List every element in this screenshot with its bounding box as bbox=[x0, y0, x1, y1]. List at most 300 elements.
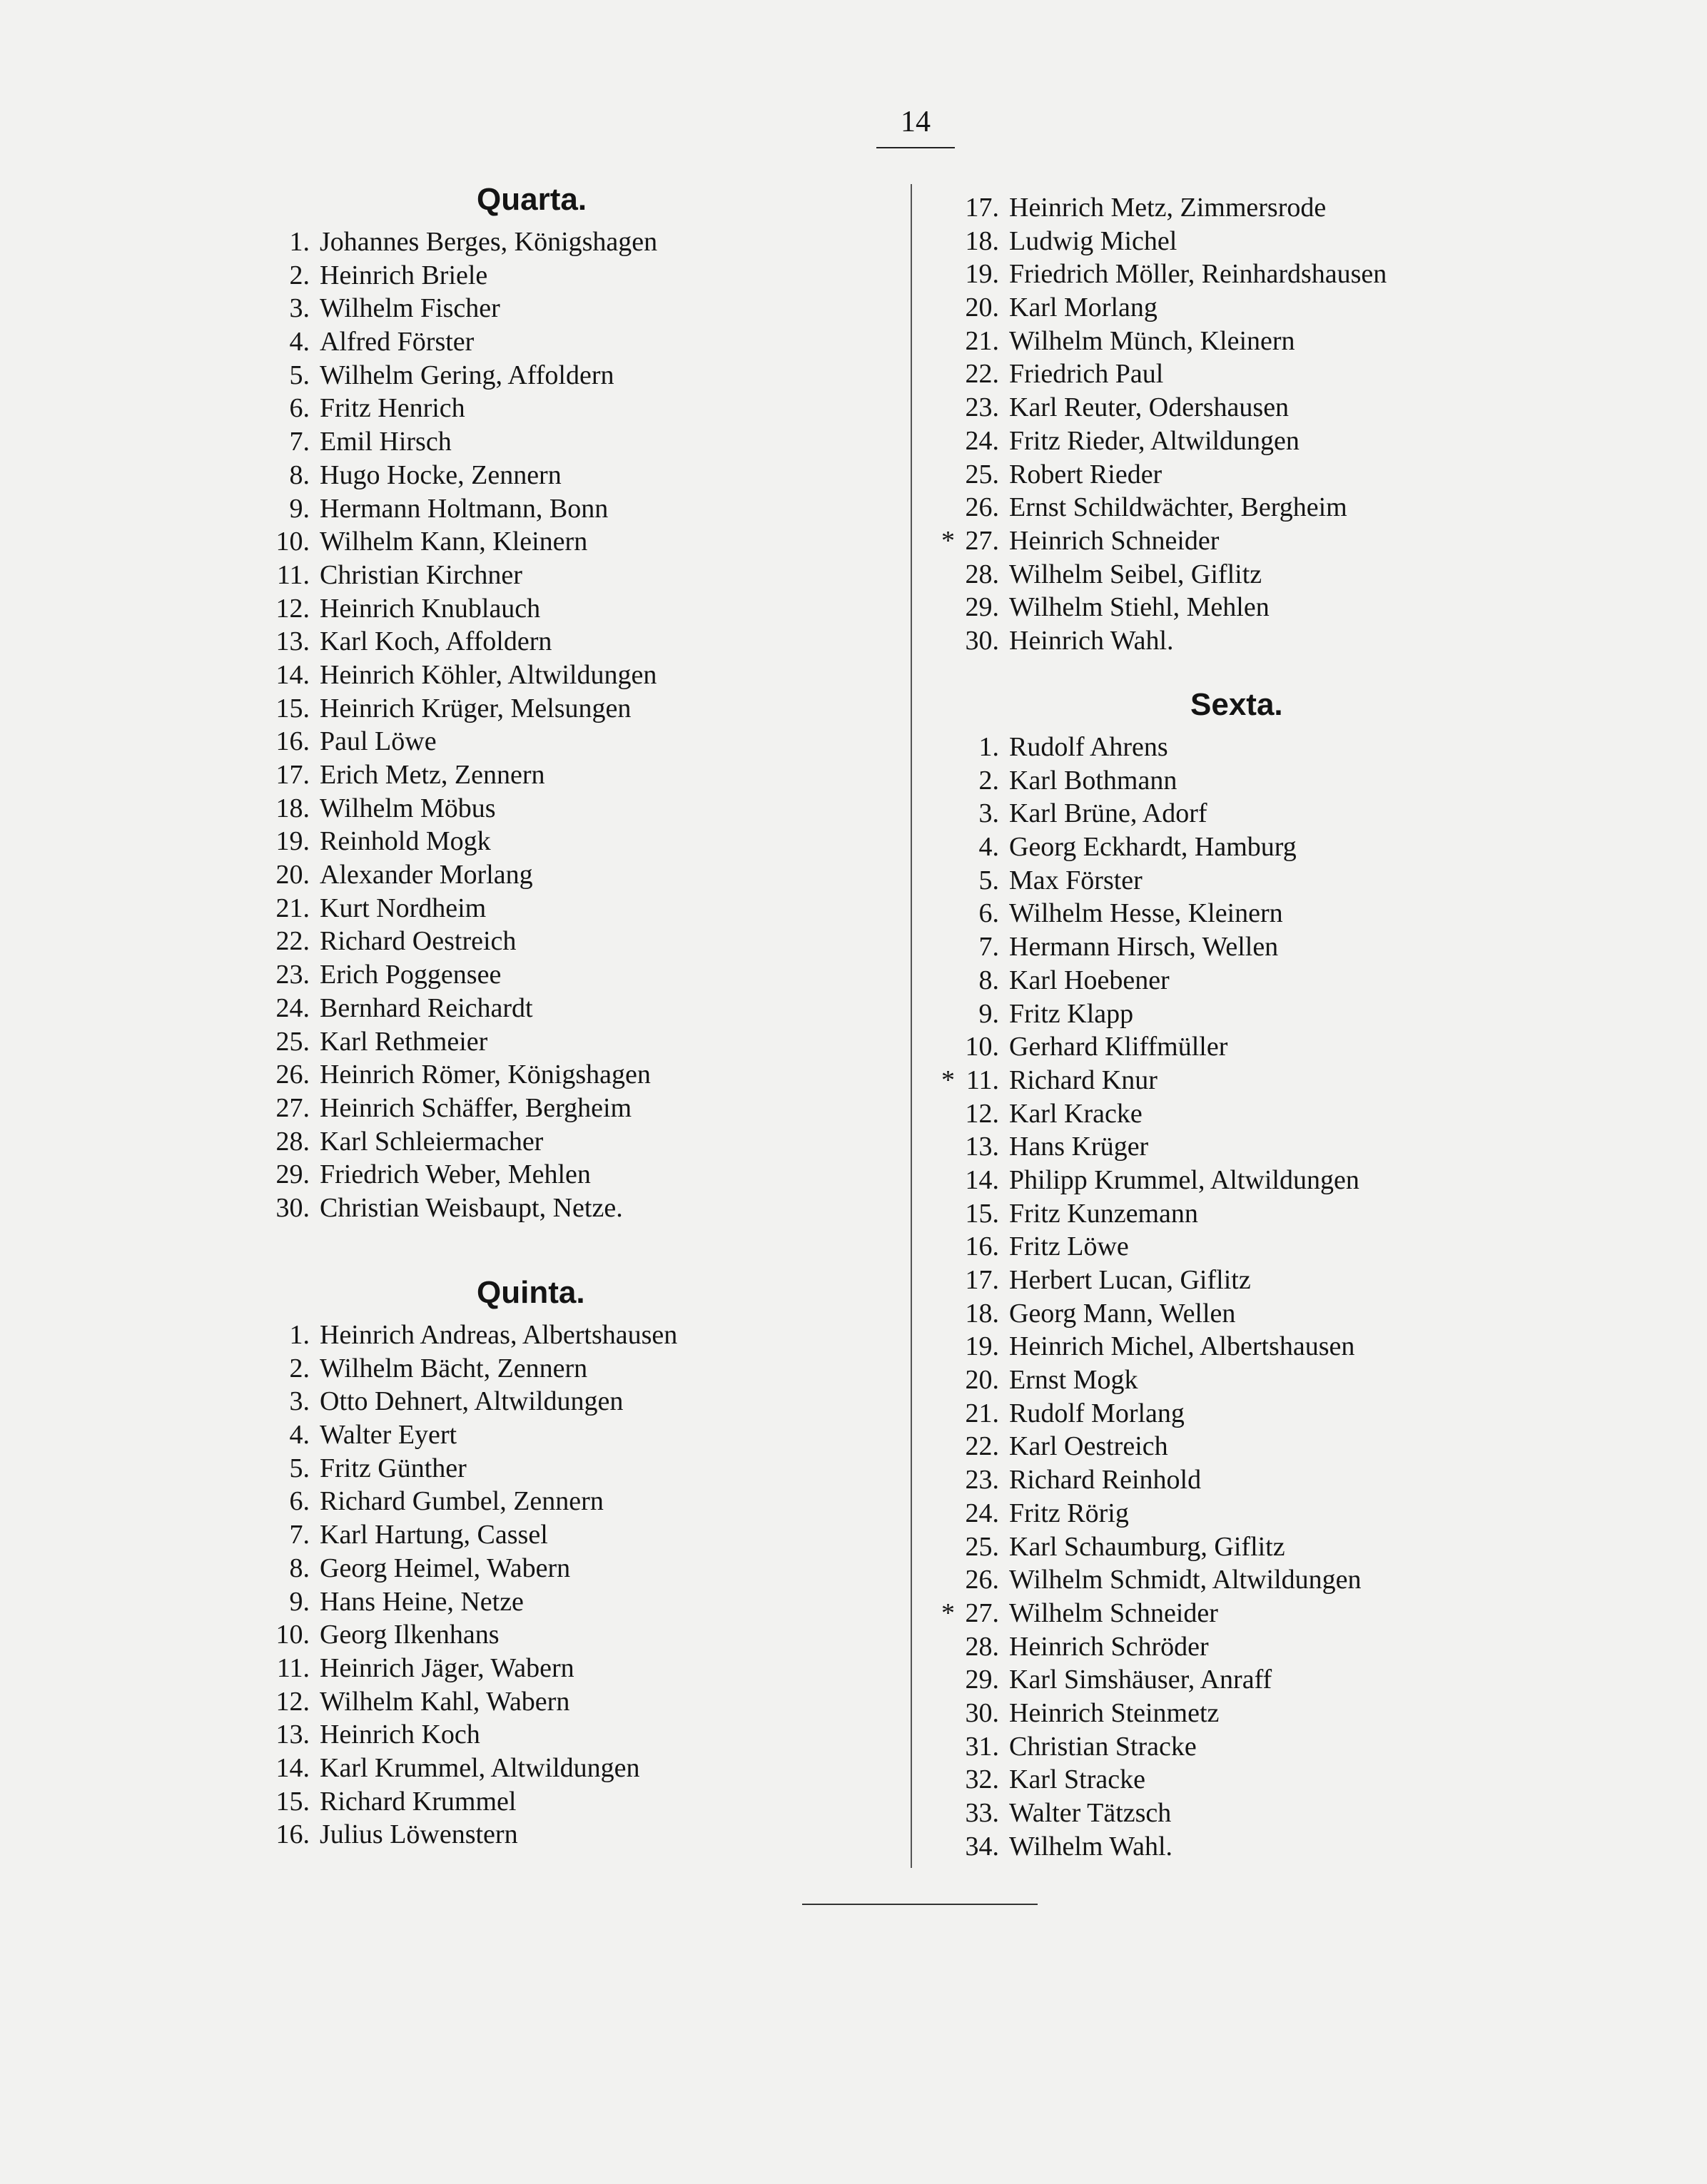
quinta-list-part-1 bbox=[250, 1319, 778, 1852]
entry-number: 12. bbox=[275, 1686, 310, 1717]
list-item bbox=[939, 1563, 1696, 1597]
list-item bbox=[939, 964, 1696, 997]
entry-name: Alexander Morlang bbox=[320, 860, 533, 890]
entry-name: Georg Mann, Wellen bbox=[1009, 1298, 1236, 1329]
list-item bbox=[939, 1230, 1696, 1264]
entry-name: Karl Oestreich bbox=[1009, 1431, 1168, 1462]
entry-number: 29. bbox=[965, 592, 999, 623]
list-item bbox=[250, 359, 778, 392]
entry-name: Friedrich Möller, Reinhardshausen bbox=[1009, 259, 1387, 290]
list-item bbox=[250, 592, 778, 626]
entry-number: 23. bbox=[965, 392, 999, 423]
entry-name: Heinrich Schröder bbox=[1009, 1631, 1209, 1662]
list-item bbox=[939, 1430, 1696, 1463]
list-item bbox=[250, 625, 778, 659]
entry-name: Heinrich Jäger, Wabern bbox=[320, 1652, 574, 1683]
list-item bbox=[250, 1752, 778, 1785]
entry-name: Heinrich Wahl. bbox=[1009, 625, 1174, 656]
entry-number: 4. bbox=[978, 832, 999, 863]
entry-name: Karl Bothmann bbox=[1009, 765, 1177, 796]
entry-number: 23. bbox=[965, 1465, 999, 1495]
entry-name: Fritz Rörig bbox=[1009, 1498, 1129, 1528]
list-item bbox=[939, 764, 1696, 798]
page-number-rule bbox=[876, 147, 955, 148]
list-item bbox=[250, 1518, 778, 1552]
page-number: 14 bbox=[901, 106, 931, 138]
list-item bbox=[939, 1730, 1696, 1764]
entry-number: 9. bbox=[289, 493, 310, 524]
column-divider bbox=[911, 184, 912, 1868]
entry-number: 30. bbox=[275, 1192, 310, 1223]
list-item bbox=[250, 559, 778, 592]
entry-number: 25. bbox=[965, 1531, 999, 1562]
entry-number: 8. bbox=[289, 1553, 310, 1583]
list-item bbox=[250, 992, 778, 1025]
entry-name: Heinrich Michel, Albertshausen bbox=[1009, 1331, 1355, 1362]
entry-name: Fritz Kunzemann bbox=[1009, 1198, 1198, 1229]
list-item bbox=[250, 392, 778, 425]
entry-name: Fritz Löwe bbox=[1009, 1231, 1129, 1262]
list-item bbox=[939, 325, 1696, 358]
entry-name: Erich Metz, Zennern bbox=[320, 760, 545, 790]
entry-number: 23. bbox=[275, 960, 310, 990]
entry-name: Johannes Berges, Königshagen bbox=[320, 227, 658, 257]
entry-number: 33. bbox=[965, 1798, 999, 1828]
list-item bbox=[250, 459, 778, 492]
entry-number: 26. bbox=[965, 1565, 999, 1595]
entry-name: Walter Tätzsch bbox=[1009, 1798, 1172, 1828]
entry-number: 7. bbox=[289, 427, 310, 457]
entry-name: Fritz Klapp bbox=[1009, 998, 1134, 1029]
list-item bbox=[939, 1030, 1696, 1064]
entry-name: Heinrich Knublauch bbox=[320, 593, 541, 624]
list-item bbox=[939, 1597, 1696, 1630]
entry-number: 10. bbox=[275, 1620, 310, 1650]
list-item bbox=[250, 1785, 778, 1819]
list-item bbox=[250, 792, 778, 826]
entry-number: 17. bbox=[965, 1265, 999, 1295]
entry-number: 29. bbox=[965, 1665, 999, 1695]
entry-number: 20. bbox=[965, 1365, 999, 1396]
entry-name: Otto Dehnert, Altwildungen bbox=[320, 1386, 624, 1417]
list-item bbox=[250, 292, 778, 325]
entry-number: 17. bbox=[275, 760, 310, 790]
entry-name: Wilhelm Hesse, Kleinern bbox=[1009, 898, 1283, 929]
entry-number: 30. bbox=[965, 1697, 999, 1728]
entry-number: 12. bbox=[965, 1098, 999, 1129]
list-item bbox=[939, 1197, 1696, 1231]
entry-name: Heinrich Krüger, Melsungen bbox=[320, 693, 632, 723]
list-item bbox=[939, 1797, 1696, 1830]
list-item bbox=[939, 1064, 1696, 1097]
list-item bbox=[250, 1158, 778, 1192]
list-item bbox=[939, 831, 1696, 864]
entry-name: Heinrich Schneider bbox=[1009, 525, 1220, 556]
entry-number: 4. bbox=[289, 1420, 310, 1451]
entry-number: 14. bbox=[275, 1752, 310, 1783]
entry-name: Wilhelm Fischer bbox=[320, 293, 500, 324]
entry-number: 5. bbox=[289, 1453, 310, 1483]
entry-name: Reinhold Mogk bbox=[320, 826, 491, 857]
section-title-sexta: Sexta. bbox=[1190, 687, 1283, 722]
list-item bbox=[939, 1663, 1696, 1697]
entry-name: Karl Krummel, Altwildungen bbox=[320, 1752, 640, 1783]
list-item bbox=[250, 925, 778, 958]
list-item bbox=[939, 425, 1696, 458]
list-item bbox=[250, 259, 778, 293]
list-item bbox=[250, 1618, 778, 1652]
list-item bbox=[250, 725, 778, 758]
entry-name: Heinrich Briele bbox=[320, 260, 488, 290]
list-item bbox=[250, 1192, 778, 1225]
entry-number: 27. bbox=[965, 525, 999, 556]
entry-number: 15. bbox=[275, 1786, 310, 1817]
entry-number: 21. bbox=[275, 893, 310, 923]
entry-number: 24. bbox=[275, 992, 310, 1023]
entry-name: Richard Reinhold bbox=[1009, 1465, 1202, 1495]
entry-number: 6. bbox=[289, 1486, 310, 1517]
entry-number: 17. bbox=[965, 193, 999, 223]
entry-name: Georg Ilkenhans bbox=[320, 1620, 500, 1650]
entry-name: Georg Eckhardt, Hamburg bbox=[1009, 832, 1297, 863]
list-item bbox=[939, 864, 1696, 898]
entry-number: 18. bbox=[965, 1298, 999, 1329]
entry-number: 18. bbox=[965, 225, 999, 256]
entry-number: 2. bbox=[289, 260, 310, 290]
entry-name: Karl Morlang bbox=[1009, 293, 1158, 323]
section-sexta bbox=[939, 689, 1696, 1863]
entry-number: 28. bbox=[965, 1631, 999, 1662]
entry-name: Heinrich Schäffer, Bergheim bbox=[320, 1092, 632, 1123]
entry-number: 16. bbox=[275, 726, 310, 757]
list-item bbox=[250, 492, 778, 526]
entry-name: Max Förster bbox=[1009, 865, 1143, 895]
entry-number: 19. bbox=[965, 1331, 999, 1362]
entry-number: 14. bbox=[275, 659, 310, 690]
entry-number: 2. bbox=[978, 765, 999, 796]
entry-name: Karl Rethmeier bbox=[320, 1026, 488, 1057]
section-title-quinta: Quinta. bbox=[477, 1275, 585, 1310]
list-item bbox=[939, 1297, 1696, 1331]
entry-marker: * bbox=[941, 1065, 955, 1095]
entry-number: 24. bbox=[965, 1498, 999, 1528]
section-quarta bbox=[250, 184, 778, 1225]
entry-number: 8. bbox=[978, 965, 999, 995]
entry-name: Karl Stracke bbox=[1009, 1764, 1145, 1795]
list-item bbox=[250, 1319, 778, 1352]
entry-name: Wilhelm Möbus bbox=[320, 793, 496, 823]
list-item bbox=[250, 692, 778, 726]
entry-name: Heinrich Römer, Königshagen bbox=[320, 1060, 651, 1090]
list-item bbox=[939, 1697, 1696, 1730]
entry-name: Wilhelm Seibel, Giflitz bbox=[1009, 559, 1262, 589]
entry-name: Fritz Rieder, Altwildungen bbox=[1009, 425, 1300, 456]
entry-name: Paul Löwe bbox=[320, 726, 437, 757]
entry-name: Wilhelm Kann, Kleinern bbox=[320, 527, 588, 557]
entry-name: Wilhelm Schmidt, Altwildungen bbox=[1009, 1565, 1362, 1595]
list-item bbox=[250, 892, 778, 925]
entry-number: 21. bbox=[965, 325, 999, 356]
entry-name: Friedrich Paul bbox=[1009, 359, 1164, 390]
list-item bbox=[939, 1264, 1696, 1297]
entry-name: Heinrich Köhler, Altwildungen bbox=[320, 659, 657, 690]
entry-name: Christian Weisbaupt, Netze. bbox=[320, 1192, 623, 1223]
entry-number: 34. bbox=[965, 1831, 999, 1862]
entry-name: Christian Stracke bbox=[1009, 1731, 1197, 1762]
entry-name: Karl Schleiermacher bbox=[320, 1126, 544, 1157]
list-item bbox=[250, 1685, 778, 1719]
list-item bbox=[939, 1097, 1696, 1131]
entry-name: Richard Gumbel, Zennern bbox=[320, 1486, 604, 1517]
entry-name: Wilhelm Bächt, Zennern bbox=[320, 1353, 588, 1383]
entry-number: 32. bbox=[965, 1764, 999, 1795]
list-item bbox=[939, 1630, 1696, 1664]
entry-name: Emil Hirsch bbox=[320, 427, 452, 457]
list-item bbox=[250, 1092, 778, 1125]
list-item bbox=[939, 797, 1696, 831]
list-item bbox=[939, 930, 1696, 964]
entry-name: Karl Kracke bbox=[1009, 1098, 1143, 1129]
entry-number: 20. bbox=[965, 293, 999, 323]
entry-number: 4. bbox=[289, 327, 310, 357]
entry-number: 3. bbox=[289, 293, 310, 324]
list-item bbox=[939, 1763, 1696, 1797]
entry-number: 24. bbox=[965, 425, 999, 456]
entry-name: Karl Koch, Affoldern bbox=[320, 626, 552, 657]
entry-number: 19. bbox=[965, 259, 999, 290]
entry-name: Ernst Mogk bbox=[1009, 1365, 1138, 1396]
entry-name: Richard Oestreich bbox=[320, 926, 517, 957]
entry-number: 1. bbox=[289, 1320, 310, 1350]
list-item bbox=[250, 425, 778, 459]
entry-name: Friedrich Weber, Mehlen bbox=[320, 1159, 591, 1190]
list-item bbox=[939, 491, 1696, 524]
quinta-list-part-2 bbox=[939, 191, 1696, 658]
list-item bbox=[939, 1130, 1696, 1164]
entry-name: Wilhelm Gering, Affoldern bbox=[320, 360, 614, 390]
list-item bbox=[250, 958, 778, 992]
list-item bbox=[939, 1530, 1696, 1564]
list-item bbox=[939, 624, 1696, 658]
entry-number: 22. bbox=[965, 359, 999, 390]
entry-name: Richard Knur bbox=[1009, 1065, 1158, 1095]
entry-number: 30. bbox=[965, 625, 999, 656]
list-item bbox=[939, 258, 1696, 291]
entry-name: Herbert Lucan, Giflitz bbox=[1009, 1265, 1251, 1295]
list-item bbox=[250, 858, 778, 892]
list-item bbox=[250, 1552, 778, 1585]
list-item bbox=[939, 558, 1696, 591]
entry-name: Karl Schaumburg, Giflitz bbox=[1009, 1531, 1285, 1562]
list-item bbox=[250, 1452, 778, 1485]
bottom-rule bbox=[802, 1904, 1038, 1905]
entry-name: Wilhelm Schneider bbox=[1009, 1598, 1218, 1628]
entry-name: Christian Kirchner bbox=[320, 559, 522, 590]
list-item bbox=[250, 659, 778, 692]
entry-number: 27. bbox=[965, 1598, 999, 1628]
entry-name: Karl Brüne, Adorf bbox=[1009, 798, 1207, 829]
entry-name: Karl Hartung, Cassel bbox=[320, 1520, 548, 1550]
entry-name: Philipp Krummel, Altwildungen bbox=[1009, 1164, 1359, 1195]
entry-number: 13. bbox=[965, 1132, 999, 1162]
entry-name: Hermann Holtmann, Bonn bbox=[320, 493, 609, 524]
entry-number: 16. bbox=[275, 1819, 310, 1850]
entry-number: 2. bbox=[289, 1353, 310, 1383]
list-item bbox=[250, 1818, 778, 1852]
entry-number: 14. bbox=[965, 1164, 999, 1195]
list-item bbox=[250, 1385, 778, 1418]
entry-number: 1. bbox=[978, 732, 999, 762]
entry-number: 10. bbox=[965, 1032, 999, 1062]
entry-number: 22. bbox=[275, 926, 310, 957]
list-item bbox=[250, 325, 778, 359]
list-item bbox=[939, 291, 1696, 325]
entry-number: 25. bbox=[275, 1026, 310, 1057]
entry-number: 26. bbox=[965, 492, 999, 523]
list-item bbox=[939, 458, 1696, 492]
entry-name: Walter Eyert bbox=[320, 1420, 457, 1451]
list-item bbox=[250, 825, 778, 858]
entry-number: 22. bbox=[965, 1431, 999, 1462]
entry-number: 18. bbox=[275, 793, 310, 823]
entry-name: Robert Rieder bbox=[1009, 459, 1163, 489]
list-item bbox=[250, 1652, 778, 1685]
entry-name: Gerhard Kliffmüller bbox=[1009, 1032, 1228, 1062]
entry-name: Kurt Nordheim bbox=[320, 893, 487, 923]
entry-name: Wilhelm Wahl. bbox=[1009, 1831, 1173, 1862]
list-item bbox=[250, 758, 778, 792]
section-quinta bbox=[250, 1277, 778, 1852]
list-item bbox=[250, 1125, 778, 1159]
list-item bbox=[939, 1463, 1696, 1497]
entry-number: 9. bbox=[978, 998, 999, 1029]
list-item bbox=[939, 1397, 1696, 1431]
list-item bbox=[250, 225, 778, 259]
entry-name: Wilhelm Kahl, Wabern bbox=[320, 1686, 570, 1717]
list-item bbox=[939, 524, 1696, 558]
entry-name: Hans Krüger bbox=[1009, 1132, 1149, 1162]
section-title-quarta: Quarta. bbox=[477, 182, 587, 217]
entry-name: Hermann Hirsch, Wellen bbox=[1009, 932, 1279, 963]
list-item bbox=[250, 1058, 778, 1092]
entry-number: 21. bbox=[965, 1398, 999, 1428]
entry-name: Bernhard Reichardt bbox=[320, 992, 533, 1023]
sexta-list bbox=[939, 731, 1696, 1863]
list-item bbox=[939, 997, 1696, 1031]
entry-number: 13. bbox=[275, 626, 310, 657]
entry-number: 25. bbox=[965, 459, 999, 489]
entry-number: 27. bbox=[275, 1092, 310, 1123]
entry-number: 31. bbox=[965, 1731, 999, 1762]
entry-number: 3. bbox=[289, 1386, 310, 1417]
entry-name: Heinrich Andreas, Albertshausen bbox=[320, 1320, 678, 1350]
entry-name: Wilhelm Stiehl, Mehlen bbox=[1009, 592, 1270, 623]
entry-marker: * bbox=[941, 525, 955, 556]
entry-number: 26. bbox=[275, 1060, 310, 1090]
entry-number: 13. bbox=[275, 1720, 310, 1750]
list-item bbox=[250, 1585, 778, 1619]
entry-number: 9. bbox=[289, 1586, 310, 1617]
entry-name: Wilhelm Münch, Kleinern bbox=[1009, 325, 1295, 356]
entry-number: 5. bbox=[289, 360, 310, 390]
list-item bbox=[939, 1164, 1696, 1197]
entry-number: 5. bbox=[978, 865, 999, 895]
entry-number: 16. bbox=[965, 1231, 999, 1262]
list-item bbox=[939, 731, 1696, 764]
list-item bbox=[250, 1718, 778, 1752]
section-quinta-continued bbox=[939, 191, 1696, 658]
quarta-list bbox=[250, 225, 778, 1225]
entry-name: Karl Reuter, Odershausen bbox=[1009, 392, 1290, 423]
entry-name: Georg Heimel, Wabern bbox=[320, 1553, 571, 1583]
list-item bbox=[939, 1363, 1696, 1397]
list-item bbox=[250, 1352, 778, 1386]
list-item bbox=[939, 391, 1696, 425]
entry-name: Rudolf Morlang bbox=[1009, 1398, 1185, 1428]
list-item bbox=[939, 191, 1696, 225]
entry-number: 1. bbox=[289, 227, 310, 257]
list-item bbox=[250, 1418, 778, 1452]
entry-number: 15. bbox=[275, 693, 310, 723]
entry-name: Erich Poggensee bbox=[320, 960, 502, 990]
entry-name: Alfred Förster bbox=[320, 327, 475, 357]
entry-name: Fritz Henrich bbox=[320, 393, 465, 424]
list-item bbox=[939, 1497, 1696, 1530]
list-item bbox=[939, 897, 1696, 930]
entry-name: Karl Simshäuser, Anraff bbox=[1009, 1665, 1272, 1695]
entry-name: Rudolf Ahrens bbox=[1009, 732, 1168, 762]
entry-number: 10. bbox=[275, 527, 310, 557]
entry-number: 19. bbox=[275, 826, 310, 857]
list-item bbox=[939, 357, 1696, 391]
entry-name: Ludwig Michel bbox=[1009, 225, 1177, 256]
entry-name: Hugo Hocke, Zennern bbox=[320, 459, 562, 490]
entry-number: 28. bbox=[965, 559, 999, 589]
entry-name: Fritz Günther bbox=[320, 1453, 467, 1483]
list-item bbox=[250, 1025, 778, 1059]
entry-number: 11. bbox=[276, 559, 310, 590]
entry-name: Heinrich Metz, Zimmersrode bbox=[1009, 193, 1327, 223]
entry-name: Karl Hoebener bbox=[1009, 965, 1170, 995]
entry-name: Heinrich Koch bbox=[320, 1720, 480, 1750]
entry-number: 29. bbox=[275, 1159, 310, 1190]
entry-name: Richard Krummel bbox=[320, 1786, 517, 1817]
entry-number: 6. bbox=[289, 393, 310, 424]
entry-number: 11. bbox=[276, 1652, 310, 1683]
entry-number: 7. bbox=[978, 932, 999, 963]
list-item bbox=[939, 225, 1696, 258]
list-item bbox=[939, 1330, 1696, 1363]
entry-number: 3. bbox=[978, 798, 999, 829]
entry-name: Ernst Schildwächter, Bergheim bbox=[1009, 492, 1347, 523]
entry-number: 28. bbox=[275, 1126, 310, 1157]
list-item bbox=[250, 525, 778, 559]
entry-number: 7. bbox=[289, 1520, 310, 1550]
entry-number: 11. bbox=[966, 1065, 999, 1095]
entry-name: Heinrich Steinmetz bbox=[1009, 1697, 1220, 1728]
entry-marker: * bbox=[941, 1598, 955, 1628]
entry-number: 12. bbox=[275, 593, 310, 624]
entry-number: 6. bbox=[978, 898, 999, 929]
entry-name: Hans Heine, Netze bbox=[320, 1586, 524, 1617]
list-item bbox=[939, 1830, 1696, 1864]
list-item bbox=[939, 591, 1696, 624]
entry-number: 8. bbox=[289, 459, 310, 490]
list-item bbox=[250, 1485, 778, 1518]
entry-number: 20. bbox=[275, 860, 310, 890]
entry-name: Julius Löwenstern bbox=[320, 1819, 518, 1850]
entry-number: 15. bbox=[965, 1198, 999, 1229]
